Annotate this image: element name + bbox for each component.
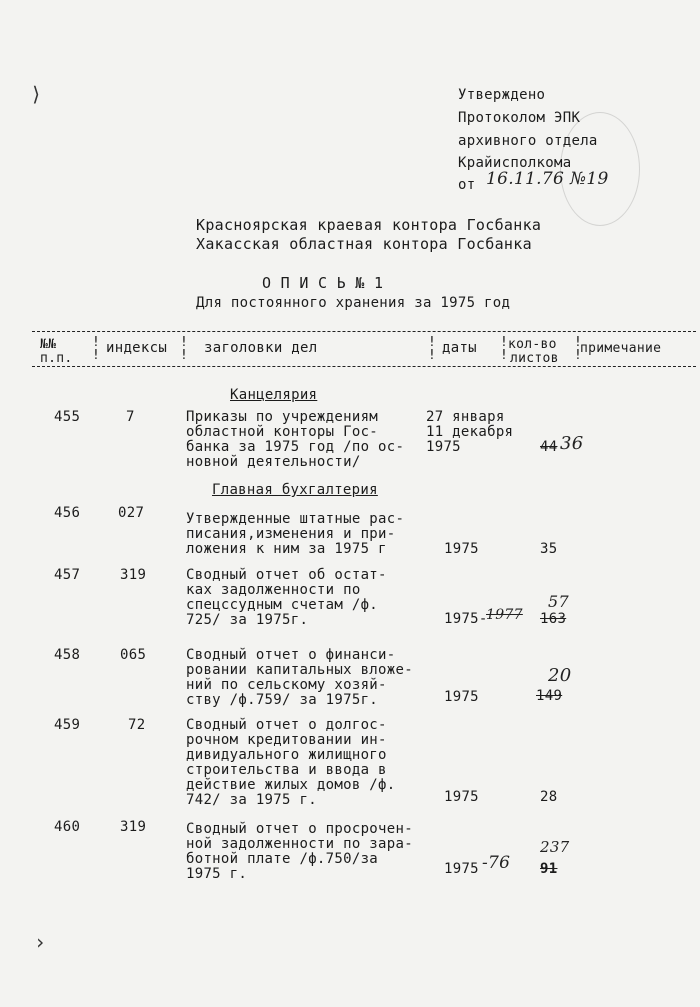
- row-458-index: 065: [120, 647, 147, 663]
- row-459-title-6: 742/ за 1975 г.: [186, 792, 317, 808]
- row-460-title-1: Сводный отчет о просрочен-: [186, 821, 413, 837]
- row-457-title-3: спецссудным счетам /ф.: [186, 597, 379, 613]
- row-457-sheets-old: 163: [540, 611, 567, 627]
- col-index: индексы: [106, 340, 168, 356]
- row-455-title-1: Приказы по учреждениям: [186, 409, 379, 425]
- row-455-date-1: 27 января: [426, 409, 505, 425]
- row-459-date: 1975: [444, 789, 479, 805]
- row-456-title-1: Утвержденные штатные рас-: [186, 511, 405, 527]
- row-460-num: 460: [54, 819, 81, 835]
- margin-mark-bottom: ›: [34, 930, 47, 954]
- row-455-sheets-old: 44: [540, 439, 558, 455]
- section-accounting: Главная бухгалтерия: [212, 482, 378, 498]
- approval-date: 16.11.76: [486, 169, 565, 189]
- col-sep-5: ! !: [574, 335, 582, 363]
- margin-mark-top: ⟩: [30, 82, 43, 106]
- row-459-title-2: рочном кредитовании ин-: [186, 732, 387, 748]
- row-460-title-4: 1975 г.: [186, 866, 248, 882]
- col-heading: заголовки дел: [204, 340, 318, 356]
- row-455-title-4: новной деятельности/: [186, 454, 361, 470]
- col-note: примечание: [580, 341, 662, 356]
- row-458-sheets-old: 149: [536, 688, 563, 704]
- col-dates: даты: [442, 340, 477, 356]
- section-office: Канцелярия: [230, 387, 318, 403]
- row-459-title-5: действие жилых домов /ф.: [186, 777, 396, 793]
- row-457-date: 1975-: [444, 611, 488, 627]
- row-459-num: 459: [54, 717, 81, 733]
- row-457-title-2: ках задолженности по: [186, 582, 361, 598]
- row-457-date-old: 1977: [486, 607, 523, 623]
- row-460-date: 1975: [444, 861, 479, 877]
- col-num-bottom: п.п.: [40, 351, 73, 366]
- row-456-sheets: 35: [540, 541, 558, 557]
- approval-line-3: архивного отдела: [458, 133, 598, 149]
- row-460-sheets-old: 91: [540, 861, 558, 877]
- row-456-title-2: писания,изменения и при-: [186, 526, 396, 542]
- row-457-num: 457: [54, 567, 81, 583]
- row-456-index: 027: [118, 505, 145, 521]
- row-459-index: 72: [128, 717, 146, 733]
- col-sep-3: ! !: [428, 335, 436, 363]
- col-sheets-top: кол-во: [508, 337, 557, 352]
- row-455-index: 7: [126, 409, 135, 425]
- row-458-num: 458: [54, 647, 81, 663]
- row-460-title-3: ботной плате /ф.750/за: [186, 851, 379, 867]
- row-458-title-3: ний по сельскому хозяй-: [186, 677, 387, 693]
- row-460-title-2: ной задолженности по зара-: [186, 836, 413, 852]
- approval-line-1: Утверждено: [458, 87, 546, 103]
- row-460-date-hand: -76: [482, 853, 511, 873]
- inventory-subtitle: Для постоянного хранения за 1975 год: [196, 295, 511, 311]
- row-459-title-1: Сводный отчет о долгос-: [186, 717, 387, 733]
- row-457-title-4: 725/ за 1975г.: [186, 612, 309, 628]
- col-sep-2: ! !: [180, 335, 188, 363]
- org-line-2: Хакасская областная контора Госбанка: [196, 235, 532, 253]
- col-num-top: №№: [40, 337, 57, 352]
- row-458-title-1: Сводный отчет о финанси-: [186, 647, 396, 663]
- row-458-sheets-new: 20: [548, 665, 572, 686]
- header-rule-top: [32, 331, 696, 332]
- row-456-num: 456: [54, 505, 81, 521]
- row-455-sheets-new: 36: [560, 433, 584, 454]
- col-sep-4: ! !: [500, 335, 508, 363]
- row-460-index: 319: [120, 819, 147, 835]
- header-rule-bottom: [32, 366, 696, 367]
- row-456-date: 1975: [444, 541, 479, 557]
- row-455-title-3: банка за 1975 год /по ос-: [186, 439, 405, 455]
- row-455-date-2: 11 декабря: [426, 424, 514, 440]
- row-457-sheets-new: 57: [548, 592, 569, 611]
- approval-line-2: Протоколом ЭПК: [458, 110, 581, 126]
- col-sep-1: ! !: [92, 335, 100, 363]
- row-455-title-2: областной конторы Гос-: [186, 424, 379, 440]
- approval-line-4: Крайисполкома: [458, 155, 572, 171]
- row-459-sheets: 28: [540, 789, 558, 805]
- row-458-date: 1975: [444, 689, 479, 705]
- approval-date-prefix: от: [458, 177, 476, 193]
- org-line-1: Красноярская краевая контора Госбанка: [196, 216, 542, 234]
- row-457-title-1: Сводный отчет об остат-: [186, 567, 387, 583]
- approval-number: №19: [570, 169, 609, 189]
- row-455-date-3: 1975: [426, 439, 461, 455]
- col-sheets-bottom: листов: [510, 351, 559, 366]
- row-455-num: 455: [54, 409, 81, 425]
- row-458-title-2: ровании капитальных вложе-: [186, 662, 413, 678]
- row-459-title-3: дивидуального жилищного: [186, 747, 387, 763]
- row-460-sheets-new: 237: [540, 838, 570, 856]
- row-459-title-4: строительства и ввода в: [186, 762, 387, 778]
- inventory-title: О П И С Ь № 1: [262, 274, 384, 292]
- row-458-title-4: ству /ф.759/ за 1975г.: [186, 692, 379, 708]
- row-457-index: 319: [120, 567, 147, 583]
- row-456-title-3: ложения к ним за 1975 г: [186, 541, 387, 557]
